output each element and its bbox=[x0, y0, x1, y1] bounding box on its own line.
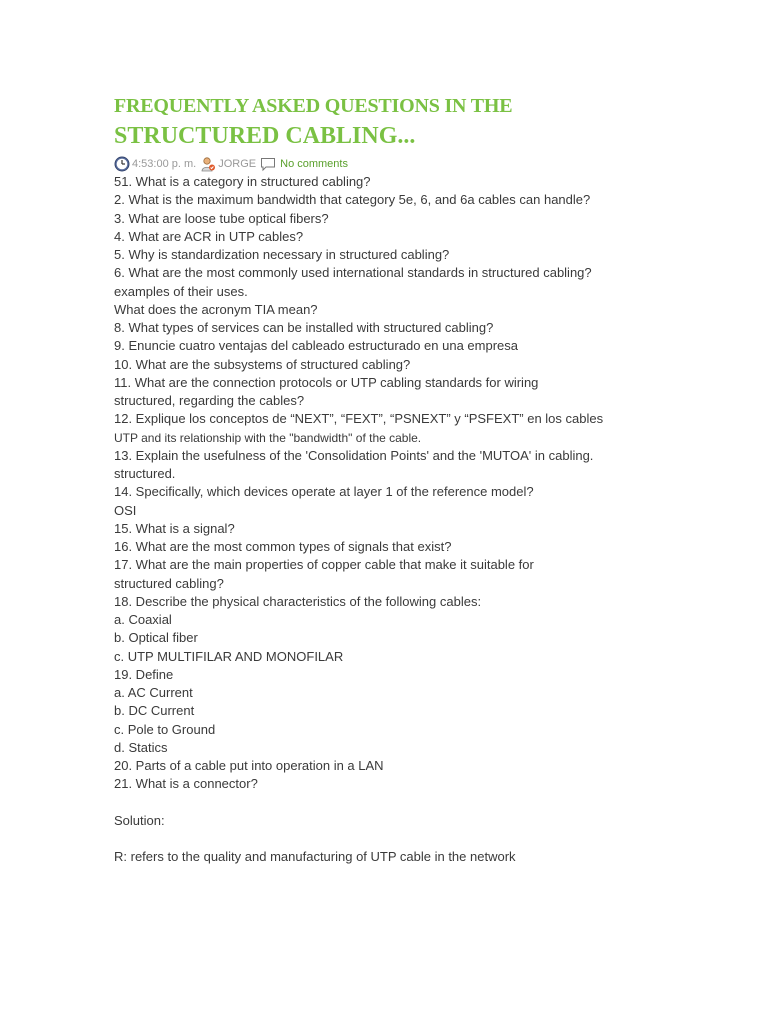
post-title[interactable] bbox=[114, 93, 654, 153]
body-line: structured cabling? bbox=[114, 575, 224, 591]
body-line: 18. Describe the physical characteristics of the following cables: bbox=[114, 593, 482, 609]
body-line: 6. What are the most commonly used international standards in structured cabling? bbox=[114, 265, 592, 281]
post-meta bbox=[114, 155, 654, 173]
body-line: 5. Why is standardization necessary in structured cabling? bbox=[114, 247, 450, 262]
blog-post bbox=[114, 93, 654, 867]
body-line: UTP and its relationship with the "bandwidth" of the cable. bbox=[114, 430, 422, 445]
post-body bbox=[114, 173, 654, 867]
body-line: examples of their uses. bbox=[114, 283, 248, 299]
body-line: b. Optical fiber bbox=[114, 630, 198, 646]
body-line: 15. What is a signal? bbox=[114, 520, 235, 536]
body-line: Solution: bbox=[114, 812, 165, 828]
body-line: a. Coaxial bbox=[114, 612, 172, 627]
blank-line bbox=[114, 794, 654, 812]
body-line: 2. What is the maximum bandwidth that category 5e, 6, and 6a cables can handle? bbox=[114, 192, 591, 208]
body-line: 19. Define bbox=[114, 666, 174, 682]
body-line: 10. What are the subsystems of structured cabling? bbox=[114, 356, 411, 372]
body-line: 9. Enuncie cuatro ventajas del cableado estructurado en una empresa bbox=[114, 338, 518, 354]
body-line: What does the acronym TIA mean? bbox=[114, 301, 318, 317]
body-line: 13. Explain the usefulness of the 'Consolidation Points' and the 'MUTOA' in cabling. bbox=[114, 447, 594, 463]
body-line: 4. What are ACR in UTP cables? bbox=[114, 228, 304, 244]
body-line: R: refers to the quality and manufacturing of UTP cable in the network bbox=[114, 849, 516, 865]
clock-icon bbox=[114, 156, 130, 172]
body-line: c. Pole to Ground bbox=[114, 721, 216, 737]
body-line: 14. Specifically, which devices operate at layer 1 of the reference model? bbox=[114, 484, 534, 500]
body-line: structured. bbox=[114, 466, 176, 481]
body-line: 3. What are loose tube optical fibers? bbox=[114, 210, 329, 226]
body-line: 21. What is a connector? bbox=[114, 776, 258, 792]
body-line: 11. What are the connection protocols or UTP cabling standards for wiring bbox=[114, 374, 539, 390]
post-title-line-2[interactable]: STRUCTURED CABLING... bbox=[114, 123, 416, 149]
body-line: structured, regarding the cables? bbox=[114, 393, 305, 408]
post-author[interactable]: JORGE bbox=[218, 158, 257, 170]
post-time: 4:53:00 p. m. bbox=[132, 158, 197, 170]
body-line: 20. Parts of a cable put into operation in a LAN bbox=[114, 758, 384, 773]
body-line: 51. What is a category in structured cabling? bbox=[114, 174, 371, 189]
user-icon bbox=[200, 156, 216, 172]
post-title-line-1[interactable]: FREQUENTLY ASKED QUESTIONS IN THE bbox=[114, 95, 513, 117]
body-line: b. DC Current bbox=[114, 703, 195, 719]
body-line: c. UTP MULTIFILAR AND MONOFILAR bbox=[114, 648, 344, 664]
comment-icon bbox=[260, 156, 276, 172]
comments-link[interactable]: No comments bbox=[280, 158, 348, 170]
body-line: a. AC Current bbox=[114, 685, 193, 700]
body-line: d. Statics bbox=[114, 739, 168, 755]
body-line: 16. What are the most common types of signals that exist? bbox=[114, 539, 452, 554]
blank-line bbox=[114, 830, 654, 848]
body-line: OSI bbox=[114, 502, 137, 518]
body-line: 8. What types of services can be installed with structured cabling? bbox=[114, 320, 494, 335]
body-line: 12. Explique los conceptos de “NEXT”, “FEXT”, “PSNEXT” y “PSFEXT” en los cables bbox=[114, 411, 604, 427]
body-line: 17. What are the main properties of copper cable that make it suitable for bbox=[114, 557, 534, 573]
